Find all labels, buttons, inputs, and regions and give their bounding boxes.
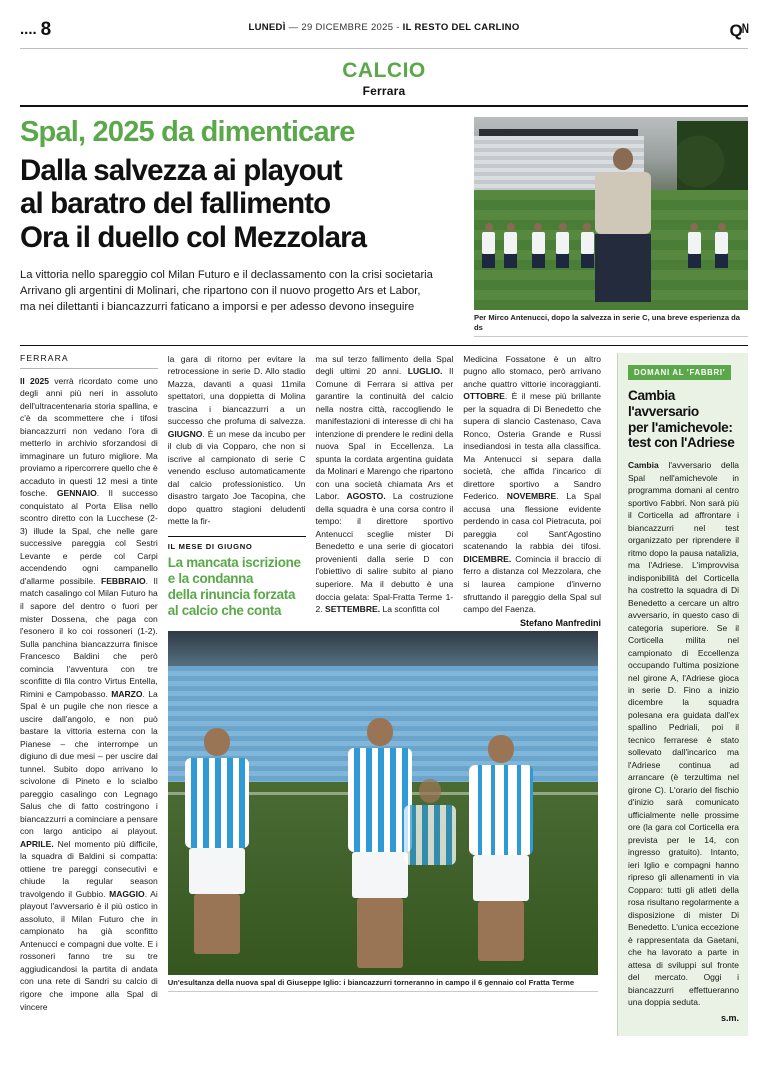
page-folio bbox=[20, 19, 51, 41]
standfirst-line-2: Arrivano gli argentini di Molinari, che ripartono con il nuovo progetto Ars et Labor, bbox=[20, 284, 421, 297]
month-marzo: MARZO bbox=[111, 688, 143, 699]
para-1: ma sul terzo fallimento della Spal degli ultimi 20 anni. bbox=[315, 353, 454, 377]
month-aprile: APRILE. bbox=[20, 838, 54, 849]
para-4: La sconfitta col bbox=[380, 604, 440, 615]
folio-dots: .... bbox=[20, 21, 37, 38]
para-1: verrà ricordato come uno degli anni più neri in assoluto dell'ultracentenaria storia spallina, e c'è da scommettere che i tifosi biancazzurri non vedano l'ora di metterlo in archivio sforzandosi di immaginare un futuro migliore. Ma proviamo a ripercorrere quello che è accaduto in questi 12 mesi a tinte fosche. bbox=[20, 375, 158, 499]
article-headline bbox=[20, 154, 460, 253]
month-febbraio: FEBBRAIO bbox=[100, 575, 146, 586]
callout-title bbox=[168, 555, 306, 619]
sidebar-box bbox=[617, 353, 748, 1036]
para-1: Medicina Fossatone è un altro pugno allo stomaco, però arrivano anche quattro vittorie incoraggianti. bbox=[463, 353, 601, 389]
article-overline: Spal, 2025 da dimenticare bbox=[20, 116, 355, 148]
month-settembre: SETTEMBRE. bbox=[325, 604, 381, 615]
pullquote-callout bbox=[168, 536, 306, 619]
column-1-text bbox=[20, 375, 158, 1013]
sidebar-title-line-3: test con l'Adriese bbox=[628, 435, 735, 451]
masthead bbox=[20, 0, 748, 44]
para-6: . Ai playout l'avversario è il più ostico in assoluto, il Milan Futuro che in campionato ha già sconfitto Antenucci e compagni due volte. E i rossoneri fanno tre su tre aggiudicandosi la partita di andata con una rete di Sandri su calcio di rigore che impone alla Spal di vincere bbox=[20, 888, 158, 1012]
photo-speaker-figure bbox=[595, 148, 651, 302]
dateline-dash: — bbox=[288, 22, 299, 33]
column-3-text bbox=[316, 353, 454, 616]
para-2: . Il successo conquistato al Porta Elisa nello scontro diretto con la Lucchese (2-3) illude la Spal, che nelle gare successive pareggia col Sestri Levante e perde col Carpi accendendo ogni campanello d'allarme possibile. bbox=[20, 488, 158, 586]
section-subtitle: Ferrara bbox=[362, 84, 406, 98]
column-label-divider bbox=[20, 368, 158, 369]
logo-letter-q: Q bbox=[729, 20, 742, 40]
column-2-text bbox=[168, 353, 306, 528]
sidebar-body: l'avversario della Spal nell'amichevole in programma domani al centro sportivo Fabbri. Non sarà più il Corticella ad affrontare i biancazzurri nel test organizzato per riprendere il ritmo dopo la pausa natalizia, ma l'Adriese. L'improvvisa indisponibilità del Corticella ha costretto la squadra di Di Benedetto a cercare un altro avversario, in questo caso di categoria superiore. Se il Corticella milita nel campionato di Eccellenza occupando l'ultima posizione nel girone A, l'Adriese gioca in serie D. Fino a inizio dicembre la squadra polesana era guidata dall'ex spallino Pedriali, poi il tecnico ferrarese è stato sollevato dall'incarico ma l'Adriese continua ad arrancare (è terzultima nel girone C). L'orario del fischio d'inizio sarà comunicato ufficialmente nelle prossime ore (la gara col Corticella era prevista per le 14, con ingresso gratuito). Intanto, ieri Iglio e compagni hanno ripreso gli allenamenti in via Copparo: tutti gli atleti della rosa risultano regolarmente a disposizione di mister Di Benedetto. L'unica eccezione è rappresentata da Gaetani, che ha lavorato a parte in attesa di sviluppi sul fronte del mercato. Oggi i biancazzurri effettueranno una doppia seduta. bbox=[628, 460, 739, 1008]
section-kicker: CALCIO bbox=[342, 59, 426, 82]
para-5: Nel momento più difficile, la squadra di Baldini si compatta: ottiene tre pareggi consecutivi e chiude la regular season travolgendo il Gubbio. bbox=[20, 838, 158, 899]
article-standfirst bbox=[20, 267, 460, 316]
main-photo-zone bbox=[474, 117, 748, 337]
sidebar-byline: s.m. bbox=[720, 1012, 739, 1023]
callout-title-line-1: La mancata iscrizione bbox=[167, 554, 301, 570]
para-3: . Il match casalingo col Milan Futuro ha il sapore del dentro o fuori per mister Dossena, che paga con l'esonero il ko coi rossoneri (1-2). Sulla panchina biancazzurra finisce Francesco Baldini che però comincia l'avventura con tre sconfitte di fila contro Virtus Entella, Rimini e Campobasso. bbox=[20, 575, 158, 699]
month-giugno: GIUGNO bbox=[167, 428, 203, 439]
callout-title-line-2: e la condanna bbox=[167, 571, 254, 587]
para-3: . La Spal accusa una flessione evidente perdendo in casa col Pietracuta, poi pareggia col Sant'Agostino scatenando la rabbia dei tifosi. bbox=[463, 491, 601, 552]
para-4: Comincia il braccio di ferro a distanza col Mezzolara, che si laurea campione d'inverno sfruttando il pareggio della Spal sul campo del Faenza. bbox=[463, 553, 601, 615]
para-4: . La Spal è un pugile che non riesce a uscire dall'angolo, e non può bastare la vittoria esterna con la Pianese – che interrompe un digiuno di due mesi – per uscire dal tunnel. Subito dopo arrivano lo scivolone di Pineto e lo scialbo pareggio casalingo con Legnago Salus che di fatto costringono i biancazzurri a cominciare a pensare con largo anticipo ai playout. bbox=[20, 688, 158, 837]
sidebar-title-line-1: Cambia l'avversario bbox=[628, 387, 699, 419]
article-top-block bbox=[20, 107, 748, 337]
caption-divider bbox=[474, 336, 748, 337]
callout-title-line-3: della rinuncia forzata bbox=[167, 587, 296, 603]
para-1: la gara di ritorno per evitare la retrocessione in serie D. Allo stadio Mazza, davanti a quasi 11mila spettatori, una doppietta di Molina trascina i biancazzurri a un successo che profuma di salvezza. bbox=[167, 353, 306, 427]
section-header bbox=[20, 49, 748, 98]
sidebar-badge: DOMANI AL 'FABBRI' bbox=[628, 365, 731, 380]
headline-zone bbox=[20, 117, 460, 337]
para-2: Il Comune di Ferrara si attiva per garantire la continuità del calcio nella nostra città, raccogliendo le manifestazioni di interesse di chi ha intenzione di prendere le redini della nuova Spal in Eccellenza. La spunta la cordata argentina guidata da Molinari e Marengo che ripartono con una società chiamata Ars et Labor. bbox=[315, 366, 454, 502]
column-3 bbox=[316, 353, 454, 1036]
column-4-text bbox=[463, 353, 601, 616]
callout-title-line-4: al calcio che conta bbox=[167, 603, 282, 619]
column-1 bbox=[20, 353, 158, 1036]
callout-kicker: IL MESE DI GIUGNO bbox=[167, 541, 253, 551]
callout-rule bbox=[168, 536, 306, 619]
column-sidebar bbox=[617, 353, 748, 1036]
month-dicembre: DICEMBRE. bbox=[463, 553, 512, 564]
folio-number: 8 bbox=[40, 19, 51, 40]
column-label-ferrara: FERRARA bbox=[20, 352, 69, 363]
month-luglio: LUGLIO. bbox=[407, 366, 443, 377]
article-byline: Stefano Manfredini bbox=[519, 617, 601, 628]
para-3: La costruzione della squadra è una corsa contro il tempo: il direttore sportivo Antenucci sceglie mister Di Benedetto e una serie di giocatori provenienti dalla serie D con l'obiettivo di salire subito al piano superiore. Ma il debutto è una doccia gelata: Spal-Fratta Terme 1-2. bbox=[315, 491, 454, 615]
headline-line-3: Ora il duello col Mezzolara bbox=[20, 220, 367, 254]
sidebar-lead-in: Cambia bbox=[628, 460, 659, 471]
para-2: . È il mese più brillante per la squadra di Di Benedetto che supera di slancio Castenaso, Cava Ronco, Osteria Grande e Russi insediandosi in testa alla classifica. Ma Antenucci si separa dalla società, che affida l'incarico di direttore sportivo a Sandro Federico. bbox=[463, 391, 601, 502]
dateline-paper: IL RESTO DEL CARLINO bbox=[402, 22, 520, 33]
standfirst-line-3: ma nei dilettanti i biancazzurri faticano a imporsi e per adesso devono inseguire bbox=[20, 301, 415, 313]
month-gennaio: GENNAIO bbox=[56, 488, 97, 499]
dateline-date: 29 DICEMBRE 2025 bbox=[301, 22, 394, 33]
month-novembre: NOVEMBRE bbox=[506, 491, 557, 502]
qn-logo-icon bbox=[730, 22, 748, 39]
main-photo bbox=[474, 117, 748, 310]
headline-line-1: Dalla salvezza ai playout bbox=[20, 154, 342, 188]
sidebar-title bbox=[628, 388, 739, 452]
sidebar-title-line-2: per l'amichevole: bbox=[628, 419, 733, 435]
dateline-weekday: LUNEDÌ bbox=[248, 22, 286, 33]
para-2: . È un mese da incubo per il club di via Copparo, che non si iscrive al campionato di serie C venendo escluso automaticamente dal calcio professionistico. Un disastro targato Joe Tacopina, che dopo quattro stagioni deludenti mette la fir- bbox=[167, 428, 306, 527]
dateline-separator: - bbox=[396, 22, 400, 33]
lead-in: Il 2025 bbox=[20, 375, 49, 386]
article-columns bbox=[20, 346, 748, 1036]
standfirst-line-1: La vittoria nello spareggio col Milan Futuro e il declassamento con la crisi societaria bbox=[20, 268, 433, 281]
action-photo-caption: Un'esultanza della nuova spal di Giuseppe Iglio: i biancazzurri torneranno in campo il 6 gennaio col Fratta Terme bbox=[167, 977, 575, 987]
main-photo-caption: Per Mirco Antenucci, dopo la salvezza in serie C, una breve esperienza da ds bbox=[474, 313, 741, 332]
month-agosto: AGOSTO. bbox=[346, 491, 386, 502]
headline-line-2: al baratro del fallimento bbox=[20, 187, 331, 221]
logo-letter-n: N bbox=[741, 21, 748, 37]
month-ottobre: OTTOBRE bbox=[463, 391, 505, 402]
month-maggio: MAGGIO bbox=[109, 888, 145, 899]
dateline bbox=[248, 22, 519, 33]
sidebar-text bbox=[628, 459, 739, 1008]
column-4 bbox=[463, 353, 601, 1036]
